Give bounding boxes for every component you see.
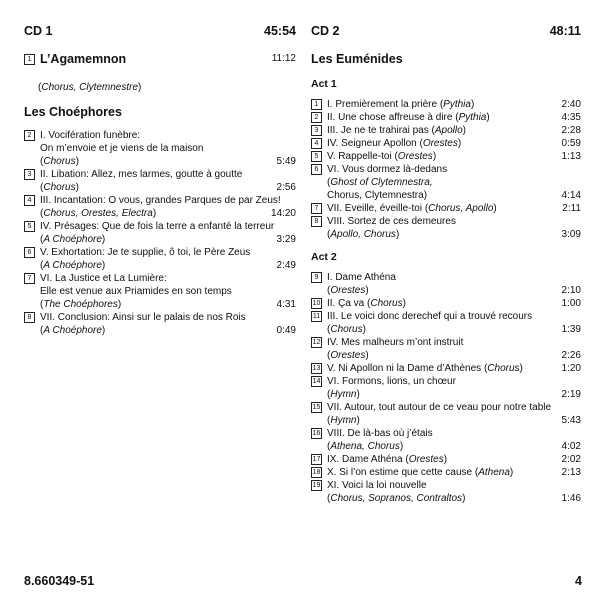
track-title: (A Choéphore) bbox=[40, 260, 106, 271]
track-number: 6 bbox=[24, 247, 35, 258]
track-title: I. Vocifération funèbre: bbox=[40, 130, 141, 141]
track-row bbox=[24, 129, 296, 168]
track-line bbox=[40, 194, 296, 207]
track-number: 12 bbox=[312, 339, 321, 346]
track-row bbox=[311, 163, 581, 202]
cd2-total-time: 48:11 bbox=[549, 24, 581, 38]
track-line bbox=[327, 284, 581, 297]
cd1-track-list bbox=[24, 129, 296, 337]
track-line bbox=[327, 215, 581, 228]
track-duration bbox=[292, 220, 296, 233]
track-title: III. Le voici donc derechef qui a trouvé recours bbox=[327, 311, 533, 322]
track-number: 1 bbox=[24, 54, 35, 65]
track-number: 19 bbox=[312, 482, 321, 489]
track-row bbox=[311, 362, 581, 375]
track-duration: 2:26 bbox=[561, 350, 581, 361]
track-line bbox=[40, 207, 296, 220]
track-title: IX. Dame Athéna (Orestes) bbox=[327, 454, 448, 465]
track-duration bbox=[577, 375, 581, 388]
track-line bbox=[327, 453, 581, 466]
track-duration: 1:46 bbox=[561, 493, 581, 504]
track-duration: 14:20 bbox=[270, 208, 296, 219]
track-number: 4 bbox=[24, 195, 35, 206]
track-title: (Ghost of Clytemnestra, bbox=[327, 177, 433, 188]
track-line bbox=[327, 479, 581, 492]
track-line bbox=[40, 324, 296, 337]
track-number: 5 bbox=[24, 221, 35, 232]
track-duration bbox=[577, 427, 581, 440]
track-number: 17 bbox=[312, 456, 321, 463]
track-row bbox=[311, 479, 581, 505]
track-number: 11 bbox=[312, 313, 321, 320]
track-duration bbox=[577, 310, 581, 323]
track-duration: 1:13 bbox=[561, 151, 581, 162]
track-duration bbox=[577, 479, 581, 492]
track-line bbox=[327, 150, 581, 163]
track-line bbox=[40, 272, 296, 285]
track-duration bbox=[292, 129, 296, 142]
track-body bbox=[327, 137, 581, 150]
track-title: (Apollo, Chorus) bbox=[327, 229, 400, 240]
eumenides-title: Les Euménides bbox=[311, 52, 403, 66]
track-duration bbox=[577, 176, 581, 189]
track-duration: 2:02 bbox=[561, 454, 581, 465]
track-duration: 3:29 bbox=[276, 234, 296, 245]
track-title: IV. Seigneur Apollon (Orestes) bbox=[327, 138, 462, 149]
track-line bbox=[327, 492, 581, 505]
track-title: (Hymn) bbox=[327, 415, 360, 426]
track-title: VII. Autour, tout autour de ce veau pour notre table bbox=[327, 402, 552, 413]
agamemnon-row bbox=[24, 52, 296, 66]
track-line bbox=[327, 349, 581, 362]
cd2-column bbox=[311, 24, 581, 505]
cd1-column bbox=[24, 24, 296, 337]
track-title: II. Ça va (Chorus) bbox=[327, 298, 406, 309]
track-duration bbox=[292, 142, 296, 155]
track-row bbox=[311, 98, 581, 111]
track-title: Elle est venue aux Priamides en son temps bbox=[40, 286, 232, 297]
page-number: 4 bbox=[575, 574, 582, 588]
track-title: Chorus, Clytemnestra) bbox=[327, 190, 428, 201]
track-body bbox=[40, 311, 296, 337]
track-body bbox=[327, 150, 581, 163]
track-title: (Chorus) bbox=[40, 156, 79, 167]
track-number: 8 bbox=[24, 312, 35, 323]
track-line bbox=[327, 176, 581, 189]
track-duration: 4:35 bbox=[561, 112, 581, 123]
track-title: VII. Conclusion: Ainsi sur le palais de nos Rois bbox=[40, 312, 246, 323]
cd2-label: CD 2 bbox=[311, 24, 340, 38]
track-body bbox=[327, 163, 581, 202]
track-title: (A Choéphore) bbox=[40, 234, 106, 245]
track-title: I. Dame Athéna bbox=[327, 272, 396, 283]
track-body bbox=[327, 215, 581, 241]
track-duration: 2:10 bbox=[561, 285, 581, 296]
track-number: 5 bbox=[311, 151, 322, 162]
track-row bbox=[311, 336, 581, 362]
track-line bbox=[327, 336, 581, 349]
track-title: (The Choéphores) bbox=[40, 299, 122, 310]
track-duration: 2:49 bbox=[276, 260, 296, 271]
track-duration: 1:39 bbox=[561, 324, 581, 335]
track-body bbox=[327, 466, 581, 479]
track-line bbox=[40, 155, 296, 168]
track-row bbox=[311, 310, 581, 336]
track-line bbox=[327, 163, 581, 176]
track-duration bbox=[292, 168, 296, 181]
track-line bbox=[327, 98, 581, 111]
track-title: VIII. Sortez de ces demeures bbox=[327, 216, 456, 227]
track-duration: 0:49 bbox=[276, 325, 296, 336]
track-row bbox=[311, 215, 581, 241]
track-body bbox=[327, 111, 581, 124]
track-body bbox=[327, 336, 581, 362]
track-row bbox=[311, 401, 581, 427]
track-title: (Orestes) bbox=[327, 350, 369, 361]
track-line bbox=[327, 323, 581, 336]
track-body bbox=[327, 98, 581, 111]
track-duration bbox=[577, 271, 581, 284]
track-title: III. Je ne te trahirai pas (Apollo) bbox=[327, 125, 466, 136]
track-duration: 2:40 bbox=[561, 99, 581, 110]
track-duration bbox=[577, 336, 581, 349]
act1-track-list bbox=[311, 98, 581, 241]
track-duration: 2:11 bbox=[562, 203, 581, 214]
track-row bbox=[24, 168, 296, 194]
track-line bbox=[327, 466, 581, 479]
track-row bbox=[311, 297, 581, 310]
track-line bbox=[327, 124, 581, 137]
track-row bbox=[311, 427, 581, 453]
track-title: VII. Eveille, éveille-toi (Chorus, Apollo) bbox=[327, 203, 497, 214]
track-number: 2 bbox=[311, 112, 322, 123]
track-duration: 4:02 bbox=[561, 441, 581, 452]
track-title: V. Exhortation: Je te supplie, ô toi, le Père Zeus bbox=[40, 247, 251, 258]
track-duration: 2:56 bbox=[276, 182, 296, 193]
track-line bbox=[327, 271, 581, 284]
track-title: (Chorus, Orestes, Electra) bbox=[40, 208, 157, 219]
track-duration: 1:20 bbox=[561, 363, 581, 374]
track-number: 6 bbox=[311, 164, 322, 175]
cd1-total-time: 45:54 bbox=[264, 24, 296, 38]
track-duration: 5:49 bbox=[276, 156, 296, 167]
track-line bbox=[40, 181, 296, 194]
track-number: 9 bbox=[311, 272, 322, 283]
track-line bbox=[327, 388, 581, 401]
track-duration bbox=[577, 401, 581, 414]
track-number: 3 bbox=[311, 125, 322, 136]
track-line bbox=[40, 142, 296, 155]
track-duration bbox=[577, 163, 581, 176]
track-number: 18 bbox=[312, 469, 321, 476]
track-duration: 2:13 bbox=[561, 467, 581, 478]
track-title: I. Premièrement la prière (Pythia) bbox=[327, 99, 475, 110]
track-row bbox=[311, 202, 581, 215]
track-row bbox=[311, 271, 581, 297]
track-duration bbox=[577, 215, 581, 228]
track-title: II. Libation: Allez, mes larmes, goutte à goutte bbox=[40, 169, 243, 180]
track-body bbox=[327, 202, 581, 215]
track-number: 7 bbox=[311, 203, 322, 214]
track-title: VI. Vous dormez là-dedans bbox=[327, 164, 448, 175]
track-row bbox=[311, 466, 581, 479]
track-duration: 2:28 bbox=[561, 125, 581, 136]
track-title: VI. Formons, lions, un chœur bbox=[327, 376, 456, 387]
track-title: (Orestes) bbox=[327, 285, 369, 296]
track-body bbox=[327, 453, 581, 466]
track-duration: 0:59 bbox=[561, 138, 581, 149]
cd1-label: CD 1 bbox=[24, 24, 53, 38]
track-line bbox=[40, 246, 296, 259]
track-title: IV. Présages: Que de fois la terre a enfanté la terreur bbox=[40, 221, 275, 232]
track-line bbox=[327, 310, 581, 323]
track-line bbox=[327, 401, 581, 414]
track-row bbox=[24, 220, 296, 246]
track-line bbox=[40, 233, 296, 246]
track-body bbox=[327, 271, 581, 297]
track-row bbox=[311, 375, 581, 401]
track-line bbox=[327, 202, 581, 215]
track-title: (Chorus) bbox=[327, 324, 366, 335]
track-row bbox=[24, 246, 296, 272]
track-number: 8 bbox=[311, 216, 322, 227]
act1-title: Act 1 bbox=[311, 78, 337, 90]
track-duration bbox=[292, 311, 296, 324]
track-title: (A Choéphore) bbox=[40, 325, 106, 336]
track-row bbox=[311, 453, 581, 466]
track-duration: 4:31 bbox=[276, 299, 296, 310]
track-row bbox=[24, 272, 296, 311]
track-number: 15 bbox=[312, 404, 321, 411]
track-title: V. Ni Apollon ni la Dame d’Athènes (Chorus) bbox=[327, 363, 523, 374]
track-duration: 1:00 bbox=[561, 298, 581, 309]
act2-title: Act 2 bbox=[311, 251, 337, 263]
track-line bbox=[40, 168, 296, 181]
agamemnon-cast: (Chorus, Clytemnestre) bbox=[38, 82, 142, 93]
track-duration: 4:14 bbox=[561, 190, 581, 201]
track-line bbox=[327, 228, 581, 241]
track-title: (Hymn) bbox=[327, 389, 360, 400]
track-row bbox=[311, 150, 581, 163]
track-line bbox=[327, 189, 581, 202]
cd2-header bbox=[311, 24, 581, 44]
track-title: VIII. De là-bas où j’étais bbox=[327, 428, 433, 439]
track-number: 2 bbox=[24, 130, 35, 141]
track-body bbox=[40, 246, 296, 272]
track-title: (Chorus) bbox=[40, 182, 79, 193]
track-body bbox=[327, 297, 581, 310]
track-body bbox=[40, 220, 296, 246]
track-line bbox=[327, 362, 581, 375]
track-number: 1 bbox=[311, 99, 322, 110]
track-body bbox=[327, 124, 581, 137]
track-body bbox=[327, 362, 581, 375]
track-line bbox=[40, 129, 296, 142]
track-line bbox=[40, 259, 296, 272]
track-title: X. Si l’on estime que cette cause (Athena) bbox=[327, 467, 514, 478]
track-body bbox=[40, 168, 296, 194]
track-row bbox=[311, 137, 581, 150]
track-title: VI. La Justice et La Lumière: bbox=[40, 273, 167, 284]
cd1-header bbox=[24, 24, 296, 44]
track-number: 14 bbox=[312, 378, 321, 385]
track-duration: 3:09 bbox=[561, 229, 581, 240]
track-duration bbox=[292, 246, 296, 259]
track-number: 10 bbox=[312, 300, 321, 307]
track-line bbox=[327, 414, 581, 427]
agamemnon-title: L’Agamemnon bbox=[40, 52, 127, 66]
track-number: 3 bbox=[24, 169, 35, 180]
track-line bbox=[40, 220, 296, 233]
track-body bbox=[40, 272, 296, 311]
track-row bbox=[311, 124, 581, 137]
track-line bbox=[327, 440, 581, 453]
track-title: II. Une chose affreuse à dire (Pythia) bbox=[327, 112, 490, 123]
track-line bbox=[40, 285, 296, 298]
track-title: IV. Mes malheurs m’ont instruit bbox=[327, 337, 464, 348]
track-line bbox=[327, 375, 581, 388]
track-title: (Athena, Chorus) bbox=[327, 441, 404, 452]
track-row bbox=[24, 311, 296, 337]
track-line bbox=[327, 137, 581, 150]
track-duration: 2:19 bbox=[561, 389, 581, 400]
track-line bbox=[40, 298, 296, 311]
track-title: III. Incantation: O vous, grandes Parques de par Zeus! bbox=[40, 195, 281, 206]
track-line bbox=[327, 111, 581, 124]
track-body bbox=[40, 194, 296, 220]
track-title: V. Rappelle-toi (Orestes) bbox=[327, 151, 437, 162]
track-title: (Chorus, Sopranos, Contraltos) bbox=[327, 493, 466, 504]
agamemnon-time: 11:12 bbox=[271, 53, 296, 64]
track-line bbox=[327, 427, 581, 440]
track-line bbox=[40, 311, 296, 324]
catalog-number: 8.660349-51 bbox=[24, 574, 95, 588]
track-row bbox=[311, 111, 581, 124]
track-title: XI. Voici la loi nouvelle bbox=[327, 480, 427, 491]
choephores-title: Les Choéphores bbox=[24, 105, 122, 119]
track-duration bbox=[292, 285, 296, 298]
track-body bbox=[327, 375, 581, 401]
track-body bbox=[40, 129, 296, 168]
track-row bbox=[24, 194, 296, 220]
track-body bbox=[327, 310, 581, 336]
track-body bbox=[327, 401, 581, 427]
track-title: On m’envoie et je viens de la maison bbox=[40, 143, 204, 154]
track-number: 13 bbox=[312, 365, 321, 372]
track-duration: 5:43 bbox=[561, 415, 581, 426]
track-duration bbox=[292, 194, 296, 207]
track-line bbox=[327, 297, 581, 310]
track-number: 16 bbox=[312, 430, 321, 437]
track-duration bbox=[292, 272, 296, 285]
track-body bbox=[327, 427, 581, 453]
act2-track-list bbox=[311, 271, 581, 505]
track-number: 7 bbox=[24, 273, 35, 284]
track-number: 4 bbox=[311, 138, 322, 149]
track-body bbox=[327, 479, 581, 505]
